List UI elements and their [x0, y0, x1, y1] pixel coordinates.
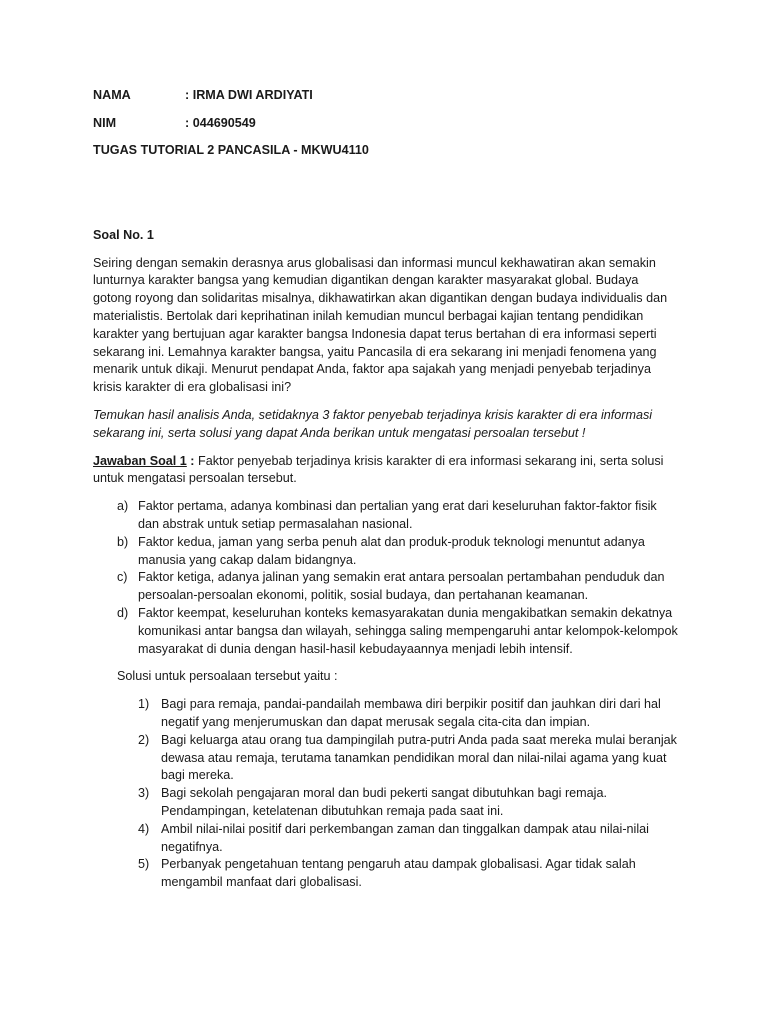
- list-item: [93, 569, 678, 605]
- list-marker: a): [117, 499, 129, 514]
- list-marker: 3): [138, 786, 150, 801]
- list-item: [93, 785, 678, 821]
- list-marker: 1): [138, 697, 150, 712]
- nim-value: : 044690549: [185, 116, 256, 130]
- nim-label: NIM: [93, 116, 117, 130]
- solution-list: [93, 696, 678, 892]
- list-text: Faktor ketiga, adanya jalinan yang semakin erat antara persoalan pertambahan penduduk dan persoalan-persoalan ekonomi, politik, sosial budaya, dan pertahanan keamanan.: [138, 570, 665, 603]
- answer-heading: [93, 453, 678, 489]
- list-item: [93, 821, 678, 857]
- soal-question: Temukan hasil analisis Anda, setidaknya 3 faktor penyebab terjadinya krisis karakter di era informasi sekarang ini, serta solusi yang dapat Anda berikan untuk mengatasi persoalan tersebut !: [93, 407, 653, 440]
- list-item: [93, 732, 678, 785]
- list-text: Bagi sekolah pengajaran moral dan budi pekerti sangat dibutuhkan bagi remaja. Pendampingan, ketelatenan dibutuhkan remaja pada saat ini.: [161, 786, 607, 818]
- list-item: [93, 498, 678, 534]
- list-text: Ambil nilai-nilai positif dari perkembangan zaman dan tinggalkan dampak atau nilai-nilai negatifnya.: [161, 821, 649, 854]
- list-text: Bagi para remaja, pandai-pandailah membawa diri berpikir positif dan jauhkan diri dari hal negatif yang menjerumuskan dan dapat merusak segala cita-cita dan impian.: [161, 697, 661, 729]
- list-text: Faktor keempat, keseluruhan konteks kemasyarakatan dunia mengakibatkan semakin dekatnya komunikasi antar bangsa dan wilayah, sehingga saling mempengaruhi antar kelompok-kelompok masyarakat di dunia dengan hasil-hasil kebudayaannya menjadi lebih intensif.: [138, 605, 678, 656]
- answer-text: Faktor penyebab terjadinya krisis karakter di era informasi sekarang ini, serta solusi untuk mengatasi persoalan tersebut.: [93, 453, 664, 486]
- list-item: [93, 856, 678, 892]
- list-marker: 4): [138, 821, 150, 836]
- list-item: [93, 696, 678, 732]
- list-text: Faktor kedua, jaman yang serba penuh alat dan produk-produk teknologi menuntut adanya manusia yang cakap dalam bidangnya.: [138, 534, 645, 567]
- list-item: [93, 605, 678, 658]
- answer-label: Jawaban Soal 1: [93, 453, 187, 468]
- name-value: : IRMA DWI ARDIYATI: [185, 88, 313, 102]
- solution-intro: Solusi untuk persoalaan tersebut yaitu :: [117, 669, 338, 684]
- list-marker: d): [117, 605, 129, 620]
- soal-intro: Seiring dengan semakin derasnya arus globalisasi dan informasi muncul kekhawatiran akan semakin lunturnya karakter bangsa yang kemudian digantikan dengan karakter masyarakat global. Budaya gotong royong dan solidaritas misalnya, dikhawatirkan akan digantikan dengan budaya individualis dan materialistis. Bertolak dari keprihatinan inilah kemudian muncul berbagai kajian tentang pendidikan karakter yang bertujuan agar karakter bangsa Indonesia dapat terus bertahan di era informasi seperti sekarang ini. Lemahnya karakter bangsa, yaitu Pancasila di era sekarang ini menjadi fenomena yang menarik untuk dikaji. Menurut pendapat Anda, faktor apa sajakah yang menjadi penyebab terjadinya krisis karakter di era globalisasi ini?: [93, 255, 668, 395]
- list-text: Perbanyak pengetahuan tentang pengaruh atau dampak globalisasi. Agar tidak salah mengambil manfaat dari globalisasi.: [161, 857, 636, 890]
- name-label: NAMA: [93, 88, 131, 102]
- soal-title: Soal No. 1: [93, 227, 154, 242]
- list-text: Faktor pertama, adanya kombinasi dan pertalian yang erat dari keseluruhan faktor-faktor fisik dan abstrak untuk setiap permasalahan nasional.: [138, 499, 657, 531]
- name-row: [93, 87, 678, 105]
- list-marker: 5): [138, 857, 150, 872]
- course-title: TUGAS TUTORIAL 2 PANCASILA - MKWU4110: [93, 143, 369, 157]
- factor-list: [93, 498, 678, 658]
- nim-row: [93, 115, 678, 133]
- list-marker: b): [117, 534, 129, 549]
- answer-colon: :: [186, 453, 195, 468]
- list-text: Bagi keluarga atau orang tua dampingilah putra-putri Anda pada saat mereka mulai beranjak dewasa atau remaja, terutama tanamkan pendidikan moral dan nilai-nilai agama yang kuat bagi mereka.: [161, 732, 677, 783]
- list-item: [93, 534, 678, 570]
- list-marker: 2): [138, 732, 150, 747]
- list-marker: c): [117, 570, 128, 585]
